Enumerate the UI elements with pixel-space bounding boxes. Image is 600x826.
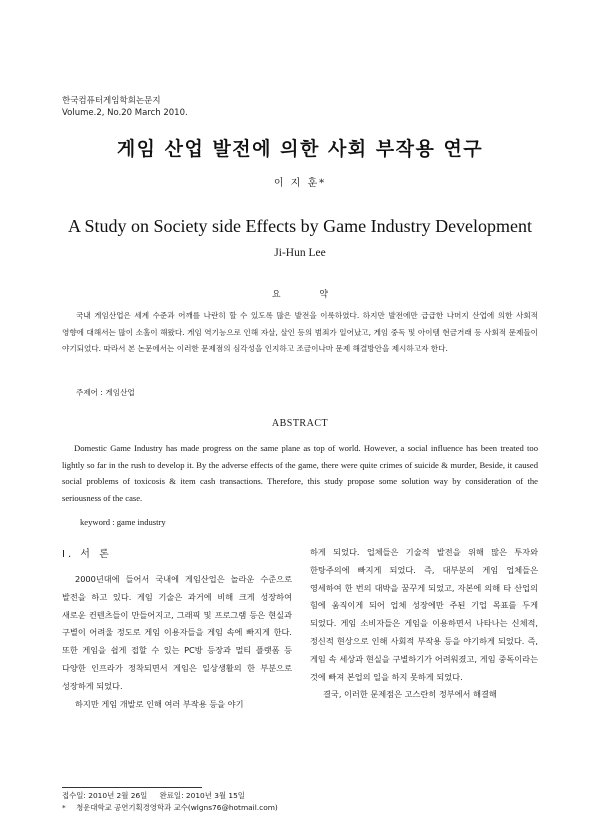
accepted-date: 완료일: 2010년 3월 15일	[159, 791, 245, 800]
author-affiliation: 청운대학교 공연기획경영학과 교수(wlgns76@hotmail.com)	[76, 803, 278, 812]
journal-volume: Volume.2, No.20 March 2010.	[62, 108, 188, 118]
abstract-korean-heading: 요 약	[271, 290, 347, 300]
author-english: Ji-Hun Lee	[274, 247, 326, 259]
paragraph: 결국, 이러한 문제점은 고스란히 정부에서 해결해	[323, 689, 497, 700]
body-column-left	[62, 571, 292, 713]
paragraph: 2000년대에 들어서 국내에 게임산업은 놀라운 수준으로 발전을 하고 있다. 게임 기술은 과거에 비해 크게 성장하여 새로운 컨텐츠들이 만들어지고, 그래픽 및 프로그램 등은 현실과 구별이 어려울 정도로 게임 이용자들을 게임 속에 빠지게 한다. 또한 게임을 쉽게 접할 수 있는 PC방 등장과 멀티 플랫폼 등 다양한 인프라가 정착되면서 게임은 일상생활의 한 부분으로 성장하게 되었다.	[62, 574, 292, 691]
abstract-english-heading: ABSTRACT	[271, 418, 329, 429]
received-date: 접수일: 2010년 2월 26일	[62, 791, 148, 800]
paragraph: 하지만 게임 개발로 인해 여러 부작용 등을 야기	[75, 698, 244, 709]
section-heading-introduction: Ⅰ. 서 론	[62, 549, 112, 560]
paper-title-english: A Study on Society side Effects by Game Industry Development	[67, 216, 533, 236]
keyword-korean: 주제어 : 게임산업	[76, 388, 135, 397]
author-korean: 이 지 훈*	[273, 178, 327, 189]
abstract-korean-body: 국내 게임산업은 세계 수준과 어깨를 나란히 할 수 있도록 많은 발전을 이룩하였다. 하지만 발전에만 급급한 나머지 산업에 의한 사회적 영향에 대해서는 많이 소홀이 해왔다. 게임 역기능으로 인해 자살, 살인 등의 범죄가 일어났고, 게임 중독 및 아이템 현금거래 등 사회적 문제들이 야기되었다. 따라서 본 논문에서는 이러한 문제점의 심각성을 인지하고 조금이나마 문제 해결방안을 제시하고자 한다.	[62, 311, 538, 354]
paper-title-korean: 게임 산업 발전에 의한 사회 부작용 연구	[116, 138, 484, 160]
abstract-english-body: Domestic Game Industry has made progress on the same plane as top of world. However, a social influence has been treated too lightly so far in the rush to develop it. By the adverse effects of the game, there were quite crimes of suicide & murder, Beside, it caused social problems of toxicosis & item cash transactions. Therefore, this study propose some solution way by consideration of the seriousness of the case.	[62, 443, 538, 503]
footnote-divider	[62, 787, 202, 788]
keyword-english: keyword : game industry	[80, 517, 166, 527]
footnote-mark: *	[62, 803, 66, 812]
body-column-right	[310, 544, 538, 704]
footnote-affiliation-line	[62, 802, 278, 813]
footnote-dates	[62, 790, 255, 801]
journal-name: 한국컴퓨터게임학회논문지	[62, 96, 161, 106]
paragraph: 하게 되었다. 업체들은 기술적 발전을 위해 많은 투자와 한탕주의에 빠지게 되었다. 즉, 대부분의 게임 업체들은 영세하여 한 번의 대박을 꿈꾸게 되었고, 자본에 의해 타 산업의 힘에 움직이게 되어 업체 성장에만 주된 기업 목표를 두게 되었다. 게임 소비자들은 게임을 이용하면서 나타나는 신체적, 정신적 현상으로 인해 사회적 부작용 등을 야기하게 되었다. 즉, 게임 속 세상과 현실을 구별하기가 어려워졌고, 게임 중독이라는 것에 빠져 본업의 일을 하지 못하게 되었다.	[310, 547, 538, 682]
